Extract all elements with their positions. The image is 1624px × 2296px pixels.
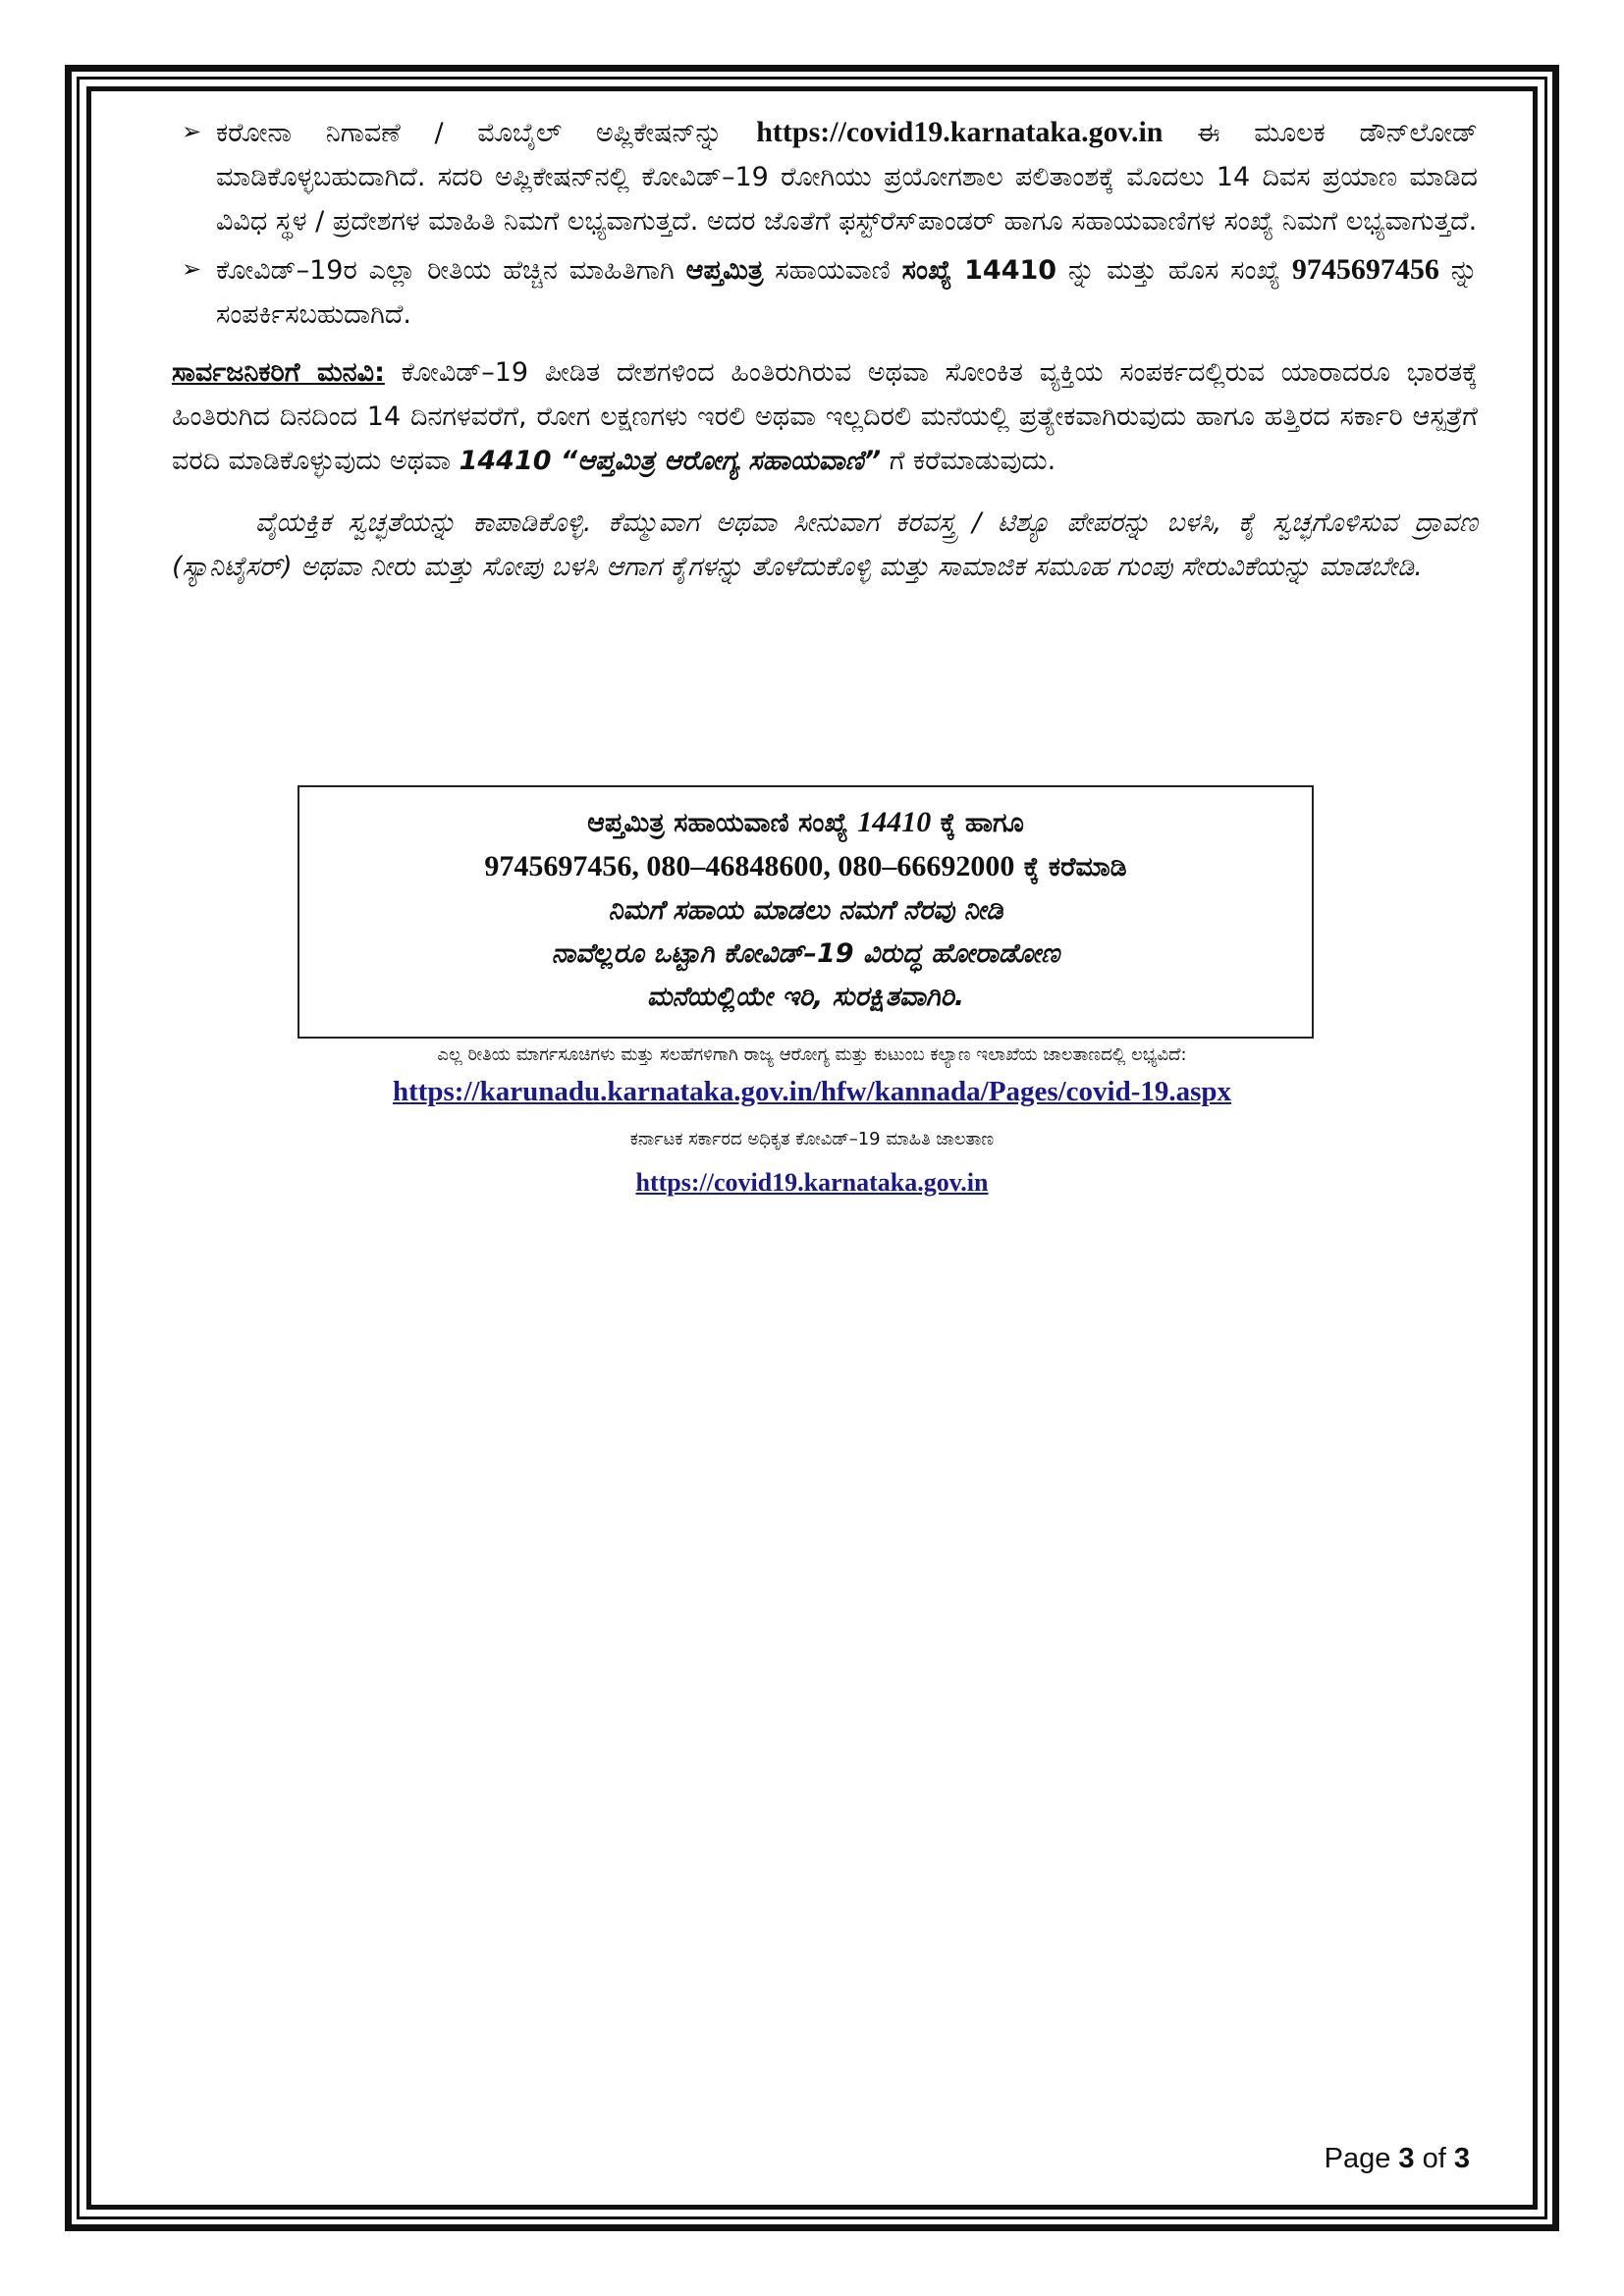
bullet-text: ನ್ನು ಸಂಪರ್ಕಿಸಬಹುದಾಗಿದೆ. (216, 255, 1478, 330)
appeal-heading: ಸಾರ್ವಜನಿಕರಿಗೆ ಮನವಿ: (172, 357, 385, 388)
bullet-bold-text: ಆಪ್ತಮಿತ್ರ (685, 255, 764, 286)
public-appeal (172, 350, 1478, 483)
current-page: 3 (1398, 2143, 1415, 2174)
callout-line-3: ನಿಮಗೆ ಸಹಾಯ ಮಾಡಲು ನಮಗೆ ನೆರವು ನೀಡಿ (608, 895, 1003, 926)
callout-line-2 (299, 845, 1312, 889)
page-number (1325, 2143, 1470, 2175)
callout-line-4: ನಾವೆಲ್ಲರೂ ಒಟ್ಟಾಗಿ ಕೋವಿಡ್–19 ವಿರುದ್ಧ ಹೋರಾಡೋಣ (551, 938, 1060, 969)
bullet-item (172, 247, 1478, 337)
hygiene-advice: ವೈಯಕ್ತಿಕ ಸ್ವಚ್ಛತೆಯನ್ನು ಕಾಪಾಡಿಕೊಳ್ಳಿ. ಕೆಮ್ಮುವಾಗ ಅಥವಾ ಸೀನುವಾಗ ಕರವಸ್ತ್ರ / ಟಿಶ್ಯೂ ಪೇಪರನ್ನು ಬಳಸಿ, ಕೈ ಸ್ವಚ್ಛಗೊಳಿಸುವ ದ್ರಾವಣ (ಸ್ಯಾನಿಟೈಸರ್) ಅಥವಾ ನೀರು ಮತ್ತು ಸೋಪು ಬಳಸಿ ಆಗಾಗ ಕೈಗಳನ್ನು ತೊಳೆದುಕೊಳ್ಳಿ ಮತ್ತು ಸಾಮಾಜಿಕ ಸಮೂಹ ಗುಂಪು ಸೇರುವಿಕೆಯನ್ನು ಮಾಡಬೇಡಿ. (172, 507, 1478, 582)
helpline-callout-box (298, 785, 1314, 1039)
callout-text: ಕ್ಕೆ ಕರೆಮಾಡಿ (1023, 852, 1127, 882)
guidelines-note: ಎಲ್ಲ ರೀತಿಯ ಮಾರ್ಗಸೂಚಿಗಳು ಮತ್ತು ಸಲಹೆಗಳಿಗಾಗಿ ರಾಜ್ಯ ಆರೋಗ್ಯ ಮತ್ತು ಕುಟುಂಬ ಕಲ್ಯಾಣ ಇಲಾಖೆಯ ಜಾಲತಾಣದಲ್ಲಿ ಲಭ್ಯವಿದೆ: (437, 1044, 1187, 1065)
appeal-end: ಗೆ ಕರೆಮಾಡುವುದು. (889, 446, 1056, 476)
new-helpline-number: 9745697456 (1291, 253, 1439, 286)
bullet-text: ಸಹಾಯವಾಣಿ (775, 255, 891, 286)
document-body (172, 110, 1478, 589)
page-prefix: Page (1324, 2143, 1391, 2174)
callout-line-1 (299, 801, 1312, 845)
arrow-bullet-icon: ➢ (182, 255, 202, 283)
covid-portal-link[interactable]: https://covid19.karnataka.gov.in (635, 1168, 989, 1197)
appeal-helpline: 14410 “ಆಪ್ತಮಿತ್ರ ಆರೋಗ್ಯ ಸಹಾಯವಾಣಿ” (459, 446, 882, 476)
bullet-text: ಈ ಮೂಲಕ ಡೌನ್‌ಲೋಡ್ ಮಾಡಿಕೊಳ್ಳಬಹುದಾಗಿದೆ. ಸದರಿ ಅಪ್ಲಿಕೇಷನ್‌ನಲ್ಲಿ ಕೋವಿಡ್–19 ರೋಗಿಯು ಪ್ರಯೋಗಶಾಲ ಪಲಿತಾಂಶಕ್ಕೆ ಮೊದಲು 14 ದಿವಸ ಪ್ರಯಾಣ ಮಾಡಿದ ವಿವಿಧ ಸ್ಥಳ / ಪ್ರದೇಶಗಳ ಮಾಹಿತಿ ನಿಮಗೆ ಲಭ್ಯವಾಗುತ್ತದೆ. ಅದರ ಜೊತೆಗೆ ಫಸ್ಟ್‌ರೆಸ್‌ಪಾಂಡರ್ ಹಾಗೂ ಸಹಾಯವಾಣಿಗಳ ಸಂಖ್ಯೆ ನಿಮಗೆ ಲಭ್ಯವಾಗುತ್ತದೆ. (216, 118, 1478, 237)
bullet-text: ನ್ನು ಮತ್ತು ಹೊಸ ಸಂಖ್ಯೆ (1067, 255, 1280, 286)
bullet-item (172, 110, 1478, 243)
callout-numbers: 9745697456, 080–46848600, 080–66692000 (484, 850, 1015, 882)
portal-link-row (98, 1168, 1526, 1198)
callout-number: 14410 (857, 806, 932, 838)
app-link-text: https://covid19.karnataka.gov.in (756, 116, 1164, 148)
health-department-link[interactable]: https://karunadu.karnataka.gov.in/hfw/kannada/Pages/covid-19.aspx (392, 1076, 1232, 1107)
callout-text: ಕ್ಕೆ ಹಾಗೂ (940, 808, 1024, 838)
portal-note: ಕರ್ನಾಟಕ ಸರ್ಕಾರದ ಅಧಿಕೃತ ಕೋವಿಡ್–19 ಮಾಹಿತಿ ಜಾಲತಾಣ (629, 1129, 995, 1149)
helpline-number: ಸಂಖ್ಯೆ 14410 (901, 255, 1057, 286)
bullet-text: ಕರೋನಾ ನಿಗಾವಣೆ / ಮೊಬೈಲ್ ಅಪ್ಲಿಕೇಷನ್‌ನ್ನು (216, 118, 723, 148)
callout-line-5: ಮನೆಯಲ್ಲಿಯೇ ಇರಿ, ಸುರಕ್ಷಿತವಾಗಿರಿ. (646, 982, 965, 1012)
page-of: of (1422, 2143, 1446, 2174)
callout-text: ಆಪ್ತಮಿತ್ರ ಸಹಾಯವಾಣಿ ಸಂಖ್ಯೆ (587, 808, 848, 838)
total-pages: 3 (1453, 2143, 1470, 2174)
health-department-link-row (98, 1074, 1526, 1108)
bullet-text: ಕೋವಿಡ್–19ರ ಎಲ್ಲಾ ರೀತಿಯ ಹೆಚ್ಚಿನ ಮಾಹಿತಿಗಾಗಿ (216, 255, 675, 286)
arrow-bullet-icon: ➢ (182, 118, 202, 145)
appeal-body: ಕೋವಿಡ್–19 ಪೀಡಿತ ದೇಶಗಳಿಂದ ಹಿಂತಿರುಗಿರುವ ಅಥವಾ ಸೋಂಕಿತ ವ್ಯಕ್ತಿಯ ಸಂಪರ್ಕದಲ್ಲಿರುವ ಯಾರಾದರೂ ಭಾರತಕ್ಕೆ ಹಿಂತಿರುಗಿದ ದಿನದಿಂದ 14 ದಿನಗಳವರೆಗೆ, ರೋಗ ಲಕ್ಷಣಗಳು ಇರಲಿ ಅಥವಾ ಇಲ್ಲದಿರಲಿ ಮನೆಯಲ್ಲಿ ಪ್ರತ್ಯೇಕವಾಗಿರುವುದು ಹಾಗೂ ಹತ್ತಿರದ ಸರ್ಕಾರಿ ಆಸ್ಪತ್ರೆಗೆ ವರದಿ ಮಾಡಿಕೊಳ್ಳುವುದು ಅಥವಾ (172, 357, 1478, 476)
